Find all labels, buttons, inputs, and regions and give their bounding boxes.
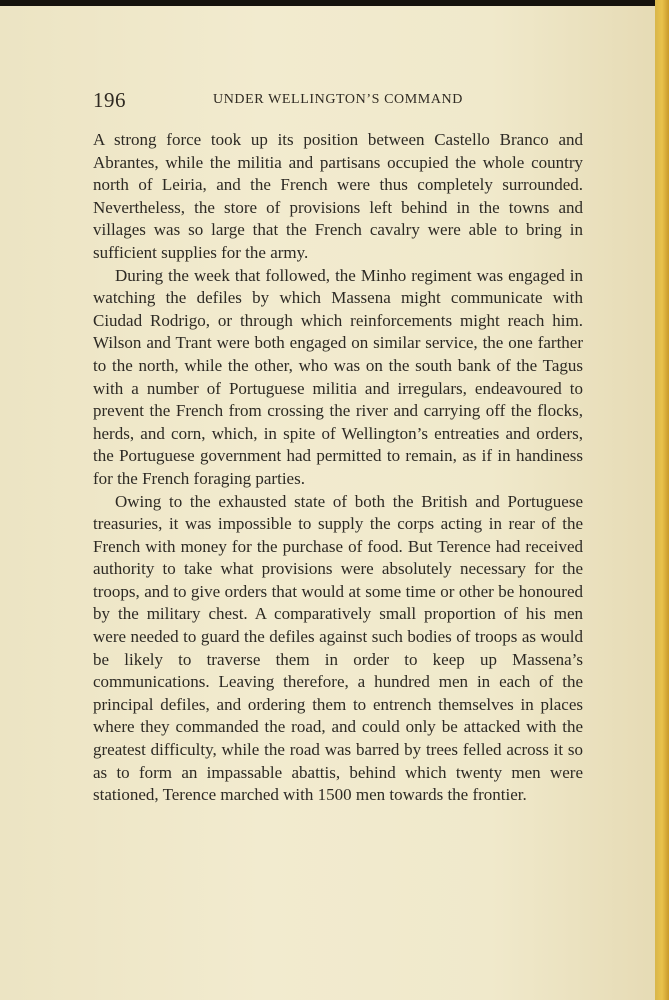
page-number: 196 — [93, 88, 126, 112]
body-text — [93, 129, 583, 807]
page-edge-gilt — [655, 0, 669, 1000]
page-header — [93, 88, 583, 114]
paragraph-3: Owing to the exhausted state of both the British and Portuguese treasuries, it was impossible to supply the corps acting in rear of the French with money for the purchase of food. But Terence had received authority to take what provisions were absolutely necessary for the troops, and to give orders that would at some time or other be honoured by the military chest. A comparatively small proportion of his men were needed to guard the defiles against such bodies of troops as would be likely to traverse them in order to keep up Massena’s communications. Leaving therefore, a hundred men in each of the principal defiles, and ordering them to entrench themselves in places where they commanded the road, and could only be attacked with the greatest difficulty, while the road was barred by trees felled across it so as to form an impassable abattis, behind which twenty men were stationed, Terence marched with 1500 men towards the frontier. — [93, 491, 583, 805]
running-title: UNDER WELLINGTON’S COMMAND — [213, 92, 463, 107]
paragraph-1: A strong force took up its position between Castello Branco and Abrantes, while the militia and partisans occupied the whole country north of Leiria, and the French were thus completely surrounded. Nevertheless, the store of provisions left behind in the towns and villages was so large that the French cavalry were able to bring in sufficient supplies for the army. — [93, 130, 583, 262]
paragraph-2: During the week that followed, the Minho regiment was engaged in watching the defiles by which Massena might communicate with Ciudad Rodrigo, or through which reinforcements might reach him. Wilson and Trant were both engaged on similar service, the one farther to the north, while the other, who was on the south bank of the Tagus with a number of Portuguese militia and irregulars, endeavoured to prevent the French from crossing the river and carrying off the flocks, herds, and corn, which, in spite of Wellington’s entreaties and orders, the Portuguese government had permitted to remain, as if in handiness for the French foraging parties. — [93, 265, 583, 488]
